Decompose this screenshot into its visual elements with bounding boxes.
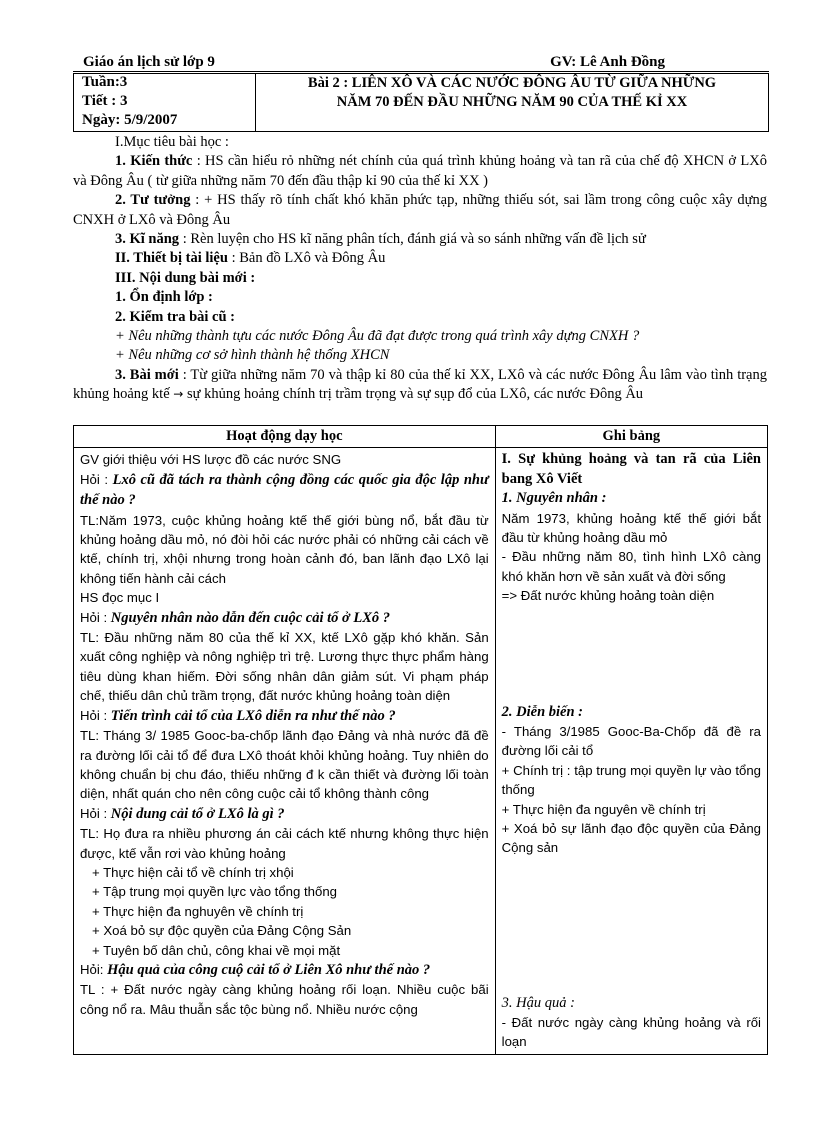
new-lesson-text-2: sự khủng hoảng chính trị trầm trọng và sự sụp đổ của LXô, các nước Đông Âu (183, 386, 644, 403)
subsection-heading: 2. Diễn biến : (501, 703, 584, 720)
reform-item: + Thực hiện đa nghuyên về chính trị (92, 903, 304, 919)
materials-label: II. Thiết bị tài liệu (115, 250, 228, 267)
question-text: Hậu quả của công cuộ cải tổ ở Liên Xô như thế nào ? (107, 961, 431, 978)
reform-item: + Xoá bỏ sự độc quyền của Đảng Cộng Sản (92, 923, 352, 939)
header-right: GV: Lê Anh Đồng (550, 54, 665, 70)
attitude-text: : + HS thấy rõ tính chất khó khăn phức tạp, những thiếu sót, sai lầm trong công cuộc xây dựng CNXH ở LXô và Đông Âu (73, 192, 767, 228)
question-line (80, 804, 489, 824)
reform-item: + Tuyên bố dân chủ, công khai về mọi mặt (92, 942, 341, 958)
skills-paragraph (73, 230, 767, 249)
materials-text: : Bản đồ LXô và Đông Âu (227, 250, 386, 267)
knowledge-text: : HS cần hiểu rỏ những nét chính của quá trình khủng hoảng và tan rã của chế độ XHCN ở LXô và Đông Âu ( từ giữa những năm 70 đến đầu thập kỉ 90 của thế kỉ XX ) (73, 153, 767, 189)
objectives-heading: I.Mục tiêu bài học : (115, 134, 229, 150)
table-header-row (74, 426, 768, 448)
table-row (74, 448, 768, 1054)
note-line: + Xoá bỏ sự lãnh đạo độc quyền của Đảng Cộng sản (501, 821, 761, 856)
new-lesson-label: 3. Bài mới (115, 366, 179, 383)
note-line: - Tháng 3/1985 Gooc-Ba-Chốp đã đề ra đường lối cải tổ (501, 724, 761, 759)
lesson-table (73, 425, 768, 1055)
question-line (80, 608, 489, 628)
section-heading: I. Sự khủng hoảng và tan rã của Liên bang Xô Viết (501, 451, 761, 487)
question-prefix: Hỏi : (80, 707, 111, 723)
question-text: Lxô cũ đã tách ra thành cộng đồng các quốc gia độc lập như thế nào ? (80, 471, 489, 509)
reform-item: + Tập trung mọi quyền lực vào tổng thống (92, 884, 338, 900)
header-divider (73, 71, 769, 72)
header-left: Giáo án lịch sử lớp 9 (83, 54, 215, 70)
skills-label: 3. Kĩ năng (115, 231, 180, 248)
attitude-paragraph (73, 191, 767, 230)
note-line: - Đất nước ngày càng khủng hoảng và rối loạn (501, 1015, 761, 1050)
lesson-intro (73, 133, 767, 405)
lesson-title-line2: NĂM 70 ĐẾN ĐẦU NHỮNG NĂM 90 CỦA THẾ KỈ XX (336, 94, 688, 110)
content-heading: III. Nội dung bài mới : (115, 269, 256, 286)
materials-paragraph (73, 249, 767, 268)
question-prefix: Hỏi : (80, 805, 111, 821)
lesson-info-box (73, 73, 769, 132)
answer-line: TL: Đầu những năm 80 của thế kỉ XX, ktế LXô gặp khó khăn. Sản xuất công nghiệp và nông nghiệp trì trệ. Lương thực thực phẩm hàng tiêu dùng khan hiếm. Đời sống nhân dân giảm sút. Vi phạm pháp chế, thiếu dân chủ trầm trọng, đất nước khủng hoảng toàn diện (80, 630, 489, 704)
question-prefix: Hỏi : (80, 609, 111, 625)
new-lesson-text-1: : Từ giữa những năm 70 và thập kỉ 80 của thế kỉ XX, LXô và các nước Đông Âu lâm vào tình trạng khủng hoảng ktế (73, 366, 767, 403)
date-label: Ngày: 5/9/2007 (82, 112, 178, 128)
question-line (80, 470, 489, 511)
reform-item: + Thực hiện cải tổ về chính trị xhội (92, 864, 294, 880)
knowledge-paragraph (73, 152, 767, 191)
answer-line: TL: Họ đưa ra nhiều phương án cải cách ktế nhưng không thực hiện được, ktế vẫn rơi vào khủng hoảng (80, 826, 489, 861)
question-prefix: Hỏi : (80, 471, 113, 487)
lesson-meta (74, 74, 256, 131)
answer-line: TL:Năm 1973, cuộc khủng hoảng ktế thế giới bùng nổ, bắt đầu từ khủng hoảng dầu mỏ, nó đòi hỏi các nước phải có những cải cách về ktế, chính trị, xhội nhưng trong hoàn cảnh đó, ban lãnh đạo LXô lại không tiến hành cải cách (80, 512, 489, 586)
subsection-heading: 3. Hậu quả : (501, 994, 575, 1011)
attitude-label: 2. Tư tưởng (115, 192, 191, 209)
class-setup-heading: 1. Ổn định lớp : (115, 289, 213, 306)
skills-text: : Rèn luyện cho HS kĩ năng phân tích, đánh giá và so sánh những vấn đề lịch sử (179, 231, 646, 248)
knowledge-label: 1. Kiến thức (115, 153, 193, 170)
activity-line: GV giới thiệu với HS lược đồ các nước SNG (80, 452, 342, 468)
activities-cell (74, 448, 496, 1054)
note-line: + Thực hiện đa nguyên về chính trị (501, 801, 706, 817)
period-label: Tiết : 3 (82, 93, 128, 109)
note-line: Năm 1973, khủng hoảng ktế thế giới bắt đầu từ khủng hoảng dầu mỏ (501, 510, 761, 546)
note-line: => Đất nước khủng hoảng toàn diện (501, 588, 715, 604)
new-lesson-paragraph (73, 366, 767, 405)
question-line (80, 960, 489, 980)
arrow-icon: → (173, 387, 184, 402)
review-heading: 2. Kiểm tra bài cũ : (115, 308, 236, 325)
note-line: + Chính trị : tập trung mọi quyền lự vào tổng thống (501, 762, 761, 798)
question-text: Nguyên nhân nào dẫn đến cuộc cải tổ ở LXô ? (110, 609, 391, 626)
header-board-notes: Ghi bảng (495, 426, 767, 448)
review-question-2: + Nêu những cơ sở hình thành hệ thống XHCN (115, 347, 390, 364)
review-question-1: + Nêu những thành tựu các nước Đông Âu đã đạt được trong quá trình xây dựng CNXH ? (115, 328, 640, 345)
question-text: Tiến trình cải tổ của LXô diễn ra như thế nào ? (110, 707, 396, 724)
question-line (80, 706, 489, 726)
board-notes-cell (495, 448, 767, 1054)
activity-line: HS đọc mục I (80, 590, 160, 606)
note-line: - Đầu những năm 80, tình hình LXô càng khó khăn hơn về sản xuất và đời sống (501, 549, 761, 584)
header-activities: Hoạt động dạy học (74, 426, 496, 448)
lesson-title-line1: Bài 2 : LIÊN XÔ VÀ CÁC NƯỚC ĐÔNG ÂU TỪ GIỮA NHỮNG (307, 75, 717, 91)
week-label: Tuần:3 (82, 74, 128, 90)
question-prefix: Hỏi: (80, 961, 108, 977)
answer-line: TL: Tháng 3/ 1985 Gooc-ba-chốp lãnh đạo Đảng và nhà nước đã đề ra đường lối cải tổ để đưa LXô thoát khỏi khủng hoảng. Tuy nhiên do không chuẩn bị chu đáo, thiếu những đ k cần thiết và đường lối toàn diện, nhất quán cho nên công cuộc cải tổ không thành công (80, 728, 489, 802)
question-text: Nội dung cải tổ ở LXô là gì ? (110, 805, 285, 822)
lesson-title (256, 74, 768, 131)
answer-line: TL : + Đất nước ngày càng khủng hoảng rối loạn. Nhiều cuộc bãi công nổ ra. Mâu thuẫn sắc tộc bùng nổ. Nhiều nước cộng (80, 982, 489, 1017)
subsection-heading: 1. Nguyên nhân : (501, 490, 607, 507)
